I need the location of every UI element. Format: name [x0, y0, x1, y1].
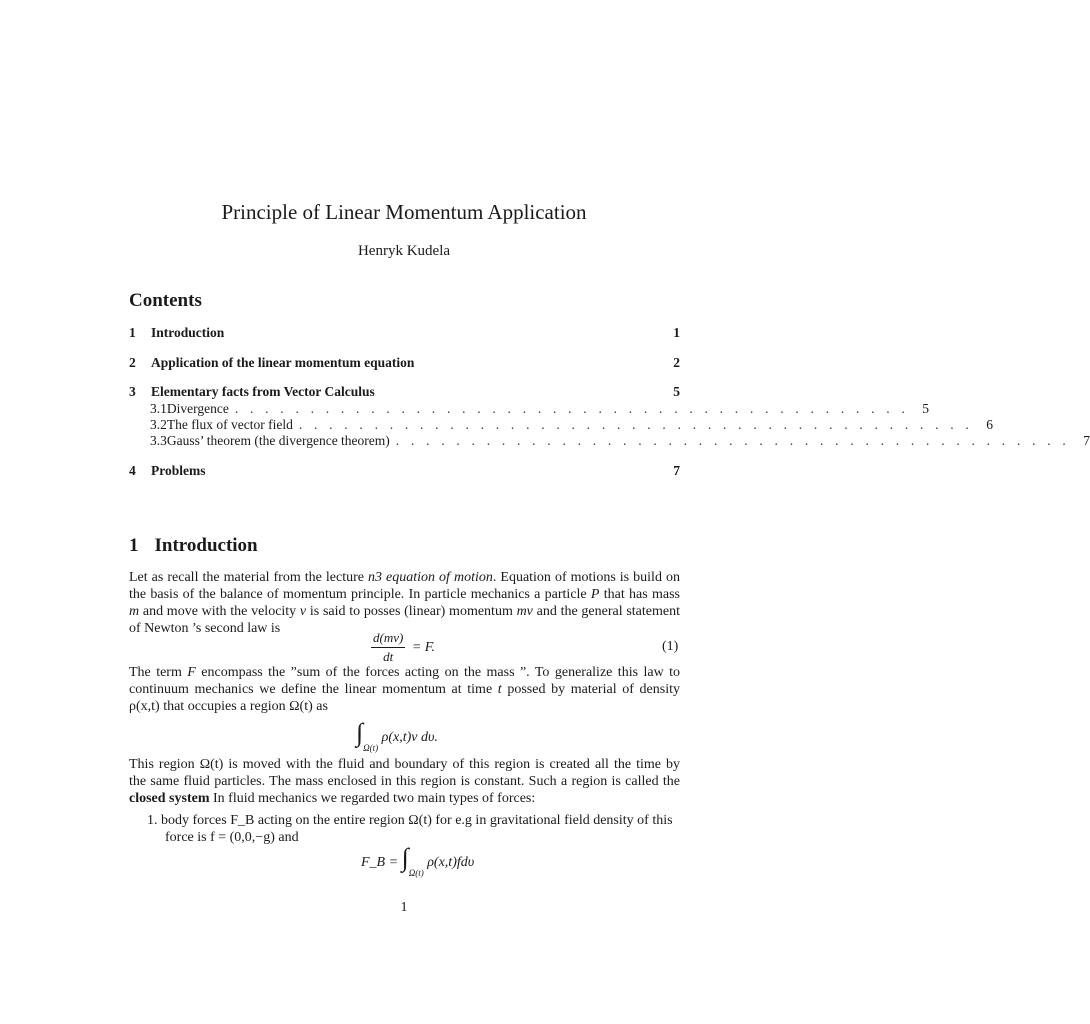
- toc-entry-number: 2: [129, 355, 136, 370]
- equation-momentum-integral: $\int_{\Omega(t)}$ ρ(x,t)v dυ.: [356, 718, 438, 753]
- toc-entry-page: 5: [673, 384, 680, 399]
- toc-entry-title: The flux of vector field: [166, 417, 293, 432]
- toc-entry-vector-calculus[interactable]: [129, 384, 680, 400]
- toc-entry-number: 4: [129, 463, 136, 478]
- section-number: 1: [129, 535, 139, 556]
- integral-sign: ∫: [356, 718, 364, 747]
- toc-entry-page: 5: [922, 401, 930, 416]
- text-line: force is f = (0,0,−g) and: [165, 830, 299, 845]
- toc-entry-problems[interactable]: [129, 463, 680, 479]
- text-line: The term F encompass the ”sum of the forces acting on the mass ”. To generalize this law to: [129, 665, 680, 680]
- toc-entry-flux[interactable]: [129, 417, 994, 433]
- toc-entry-number: 3.1: [150, 401, 167, 416]
- toc-entry-title: Problems: [151, 463, 206, 478]
- document-author: Henryk Kudela: [357, 243, 451, 259]
- toc-entry-title: Introduction: [151, 325, 225, 340]
- toc-entry-title: Elementary facts from Vector Calculus: [151, 384, 375, 399]
- fraction: $\frac{d(mv)}{dt}$: [373, 630, 404, 664]
- equation-newton: $\frac{d(mv)}{dt}$ = F.: [373, 630, 436, 664]
- toc-entry-title: Application of the linear momentum equation: [151, 355, 415, 370]
- toc-entry-number: 1: [129, 325, 136, 340]
- text-line: closed system In fluid mechanics we regarded two main types of forces:: [129, 791, 536, 806]
- paragraph: [129, 756, 680, 807]
- toc-entry-gauss[interactable]: [129, 433, 1090, 449]
- text-line: of Newton ’s second law is: [129, 621, 281, 636]
- toc-entry-page: 2: [673, 355, 680, 370]
- section-title: Introduction: [154, 535, 258, 556]
- toc-entry-page: 1: [673, 325, 680, 340]
- toc-entry-title: Gauss’ theorem (the divergence theorem): [166, 433, 390, 448]
- toc-entry-number: 3.3: [150, 433, 167, 448]
- toc-dot-leader: . . . . . . . . . . . . . . . . . . . . . . . . . . . . . . . . . . . . . . . . . . . . .: [234, 401, 910, 416]
- paragraph: [129, 569, 680, 637]
- document-title: Principle of Linear Momentum Application: [221, 200, 587, 224]
- text-line: Let as recall the material from the lecture n3 equation of motion. Equation of motions is build on: [129, 570, 680, 585]
- section-heading: [129, 535, 258, 557]
- toc-entry-page: 7: [673, 463, 680, 478]
- toc-entry-number: 3.2: [150, 417, 167, 432]
- toc-dot-leader: . . . . . . . . . . . . . . . . . . . . . . . . . . . . . . . . . . . . . . . . . . . . .: [395, 433, 1070, 448]
- text-line: the basis of the balance of momentum principle. In particle mechanics a particle P that has mass: [129, 587, 680, 602]
- toc-entry-page: 7: [1083, 433, 1090, 448]
- toc-entry-introduction[interactable]: [129, 325, 680, 341]
- toc-entry-title: Divergence: [166, 401, 229, 416]
- equation-body-force: F_B = $\int_{\Omega(t)}$ ρ(x,t)fdυ: [361, 843, 475, 878]
- toc-entry-number: 3: [129, 384, 136, 399]
- integral-sign: ∫: [401, 843, 409, 872]
- text-line: the same fluid particles. The mass enclosed in this region is constant. Such a region is called the: [129, 774, 680, 789]
- toc-entry-page: 6: [986, 417, 994, 432]
- equation-label: (1): [662, 639, 679, 654]
- list-item: [147, 812, 680, 846]
- toc-entry-application[interactable]: [129, 355, 680, 371]
- contents-heading: Contents: [129, 290, 202, 311]
- text-line: 1. body forces F_B acting on the entire region Ω(t) for e.g in gravitational field density of this: [147, 813, 673, 828]
- page-number: 1: [400, 900, 408, 915]
- paragraph: [129, 664, 680, 715]
- text-line: This region Ω(t) is moved with the fluid and boundary of this region is created all the time by: [129, 757, 680, 772]
- text-line: continuum mechanics we define the linear momentum at time t possed by material of density: [129, 682, 680, 697]
- text-line: ρ(x,t) that occupies a region Ω(t) as: [129, 699, 328, 714]
- toc-dot-leader: . . . . . . . . . . . . . . . . . . . . . . . . . . . . . . . . . . . . . . . . . . . . .: [298, 417, 974, 432]
- text-line: m and move with the velocity v is said to posses (linear) momentum mv and the general statement: [129, 604, 680, 619]
- toc-entry-divergence[interactable]: [129, 401, 930, 417]
